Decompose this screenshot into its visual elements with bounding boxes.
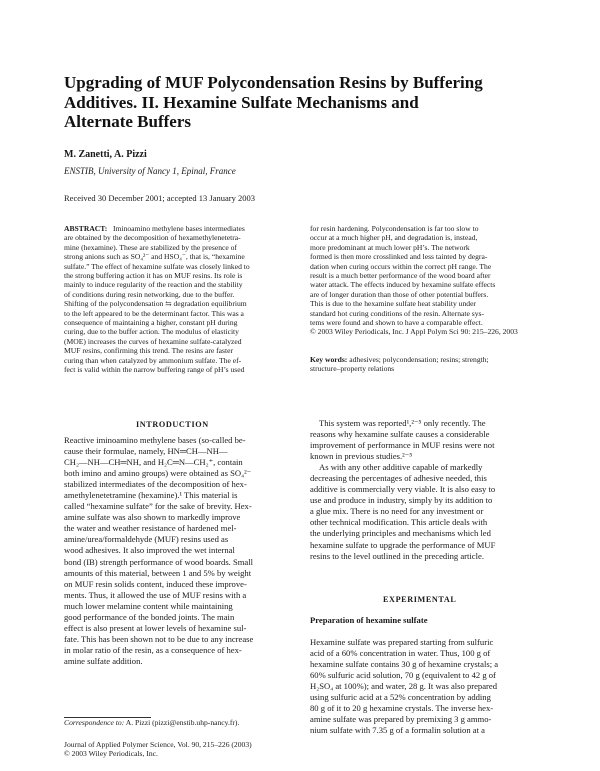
abstract-line: to the left appeared to be the determinant factor. This was a — [64, 308, 244, 318]
body-line: amethylenetetramine (hexamine).¹ This material is — [64, 490, 238, 501]
abstract-line: Shifting of the polycondensation ⇆ degradation equilibrium — [64, 299, 247, 309]
journal-citation — [64, 740, 252, 759]
body-line: amine/urea/formaldehyde (MUF) resins used as — [64, 534, 229, 545]
body-line: on MUF resin solids content, induced these improve- — [64, 578, 247, 589]
body-line: As with any other additive capable of markedly — [319, 462, 483, 473]
body-line: Reactive iminoamino methylene bases (so-called be- — [64, 435, 246, 445]
body-line: resins to the level outlined in the preceding article. — [310, 550, 484, 561]
body-line: ments. Thus, it allowed the use of MUF resins with a — [64, 589, 247, 600]
abstract-line: sulfate.” The effect of hexamine sulfate was closely linked to — [64, 261, 250, 271]
body-line: amounts of this material, between 1 and 5% by weight — [64, 567, 252, 578]
body-line: using sulfuric acid at a 52% concentration by adding — [310, 692, 491, 703]
body-line: fate. This has been shown not to be due to any increase — [64, 633, 254, 644]
abstract-line: tems were found and shown to have a comparable effect. — [310, 318, 483, 328]
article-title — [64, 73, 564, 132]
abstract-right-column — [310, 224, 542, 337]
abstract-line: formed is then more crosslinked and less tainted by degra- — [310, 252, 488, 262]
body-line: acid of a 60% concentration in water. Thus, 100 g of — [310, 648, 491, 659]
correspondence-note — [64, 718, 239, 727]
title-line: Alternate Buffers — [64, 112, 191, 131]
body-line: other technical modification. This article deals with — [310, 517, 488, 528]
abstract-line: curing than when catalyzed by ammonium sulfate. The ef- — [64, 355, 242, 365]
abstract-line: fect is valid within the narrow buffering range of pH’s used — [64, 365, 245, 375]
abstract-line: This is due to the hexamine sulfate heat stability under — [310, 299, 476, 309]
body-line: amine sulfate was also shown to markedly improve — [64, 512, 241, 523]
abstract-line: MUF resins, confirming this trend. The resins are faster — [64, 346, 233, 356]
affiliation: ENSTIB, University of Nancy 1, Epinal, France — [64, 166, 236, 176]
abstract-line: strong anions such as SO₄²⁻ and HSO₄⁻, that is, “hexamine — [64, 252, 245, 262]
body-line: nium sulfate with 7.35 g of a formalin solution at a — [310, 725, 485, 736]
body-line: a glue mix. There is no need for any investment or — [310, 506, 484, 517]
body-line: Hexamine sulfate was prepared starting from sulfuric — [310, 637, 494, 647]
body-line: stabilized intermediates of the decomposition of hex- — [64, 479, 247, 490]
body-line: called “hexamine sulfate” for the sake of brevity. Hex- — [64, 501, 252, 512]
body-line: CH₂—NH—CH═NH, and H₂C═N—CH₂⁺, contain — [64, 457, 243, 468]
journal-line: Journal of Applied Polymer Science, Vol. 90, 215–226 (2003) — [64, 740, 252, 749]
body-line: cause their formulae, namely, HN═CH—NH— — [64, 446, 228, 457]
body-line: the water and weather resistance of hardened mel- — [64, 523, 237, 534]
abstract-line: for resin hardening. Polycondensation is far too slow to — [310, 224, 479, 233]
body-line: the underlying principles and mechanisms which led — [310, 528, 491, 539]
title-line: Upgrading of MUF Polycondensation Resins by Buffering — [64, 73, 483, 92]
body-line: in molar ratio of the resin, as a consequence of hex- — [64, 644, 242, 655]
correspondence-label: Correspondence to: — [64, 718, 125, 727]
body-line: use and produce in industry, simply by its addition to — [310, 495, 493, 506]
abstract-line: curing, due to the buffer action. The modulus of elasticity — [64, 327, 239, 337]
abstract-first-text: Iminoamino methylene bases intermediates — [113, 224, 245, 233]
abstract-left-column — [64, 224, 296, 375]
body-line: 80 g of it to 20 g hexamine crystals. The inverse hex- — [310, 703, 494, 714]
copyright-line: © 2003 Wiley Periodicals, Inc. J Appl Polym Sci 90: 215–226, 2003 — [310, 327, 518, 337]
introduction-body — [64, 435, 296, 667]
experimental-heading: EXPERIMENTAL — [383, 595, 457, 604]
abstract-line: the strong buffering action it has on MUF resins. Its role is — [64, 271, 243, 281]
introduction-continued — [310, 418, 542, 562]
body-line: wood adhesives. It also improved the wet internal — [64, 545, 235, 556]
keywords-label: Key words: — [310, 355, 348, 364]
body-line: bond (IB) strength performance of wood boards. Small — [64, 556, 254, 567]
introduction-heading: INTRODUCTION — [136, 420, 209, 429]
body-line: improvement of performance in MUF resins were not — [310, 440, 495, 451]
body-line: additive is commercially very viable. It is also easy to — [310, 484, 496, 495]
abstract-line: mine (hexamine). These are stabilized by the presence of — [64, 242, 237, 252]
authors: M. Zanetti, A. Pizzi — [64, 149, 147, 160]
abstract-line: are of longer duration than those of other potential buffers. — [310, 289, 489, 299]
abstract-line: dation when curing occurs within the correct pH range. The — [310, 261, 492, 271]
keywords — [310, 355, 542, 374]
keywords-line: adhesives; polycondensation; resins; strength; — [349, 355, 489, 364]
body-line: H₂SO₄ at 100%); and water, 28 g. It was also prepared — [310, 681, 498, 692]
body-line: known in previous studies.²⁻⁵ — [310, 451, 413, 462]
received-dates: Received 30 December 2001; accepted 13 January 2003 — [64, 193, 255, 203]
correspondence-text: A. Pizzi (pizzi@enstib.uhp-nancy.fr). — [125, 718, 240, 727]
body-line: effect is also present at lower levels of hexamine sul- — [64, 622, 247, 633]
abstract-line: mainly to induce regularity of the reaction and the stability — [64, 280, 243, 290]
abstract-line: standard hot curing conditions of the resin. Alternate sys- — [310, 308, 484, 318]
keywords-line: structure–property relations — [310, 364, 395, 374]
body-line: reasons why hexamine sulfate causes a considerable — [310, 429, 490, 440]
abstract-line: of conditions during resin networking, due to the buffer. — [64, 289, 235, 299]
preparation-body — [310, 637, 542, 736]
abstract-line: are obtained by the decomposition of hexamethylenetetra- — [64, 233, 241, 243]
body-line: amine sulfate addition. — [64, 655, 143, 666]
abstract-line: occur at a much higher pH, and degradation is, instead, — [310, 233, 478, 243]
body-line: hexamine sulfate to upgrade the performance of MUF — [310, 539, 496, 550]
abstract-line: (MOE) increases the curves of hexamine sulfate-catalyzed — [64, 336, 242, 346]
body-line: 60% sulfuric acid solution, 70 g (equivalent to 42 g of — [310, 670, 496, 681]
body-line: good performance of the bonded joints. The main — [64, 611, 235, 622]
abstract-heading: ABSTRACT: — [64, 224, 108, 233]
body-line: This system was reported¹,²⁻⁵ only recently. The — [319, 418, 486, 428]
body-line: amine sulfate was prepared by premixing 3 g ammo- — [310, 714, 492, 725]
title-line: Additives. II. Hexamine Sulfate Mechanisms and — [64, 92, 419, 112]
journal-line: © 2003 Wiley Periodicals, Inc. — [64, 749, 158, 759]
abstract-line: consequence of maintaining a higher, constant pH during — [64, 318, 238, 328]
body-line: both imino and amino groups) were obtained as SO₄²⁻ — [64, 468, 252, 479]
abstract-line — [64, 224, 296, 233]
body-line: decreasing the percentages of adhesive needed, this — [310, 473, 487, 484]
abstract-line: water attack. The effects induced by hexamine sulfate effects — [310, 280, 496, 290]
body-line: hexamine sulfate contains 30 g of hexamine crystals; a — [310, 659, 499, 670]
abstract-line: result is a much better performance of the wood board after — [310, 271, 491, 281]
body-line: much lower melamine content while maintaining — [64, 600, 233, 611]
preparation-subheading: Preparation of hexamine sulfate — [310, 615, 428, 625]
abstract-line: more predominant at much lower pH’s. The network — [310, 242, 470, 252]
